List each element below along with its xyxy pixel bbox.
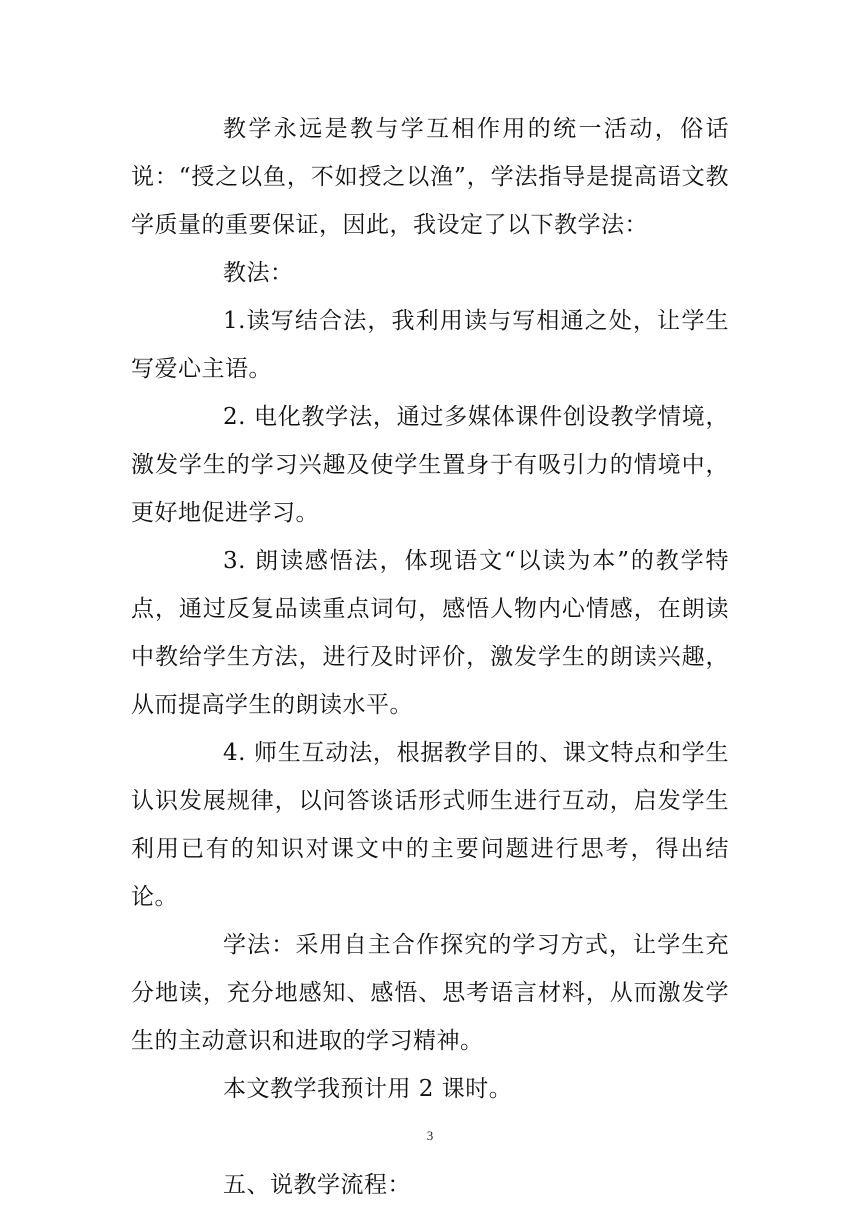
paragraph-method-2: 2. 电化教学法，通过多媒体课件创设教学情境，激发学生的学习兴趣及使学生置身于有吸引力的情境中，更好地促进学习。: [131, 404, 729, 526]
paragraph-learning-methods: 学法：采用自主合作探究的学习方式，让学生充分地读，充分地感知、感悟、思考语言材料，从而激发学生的主动意识和进取的学习精神。: [131, 932, 729, 1054]
paragraph-method-3: 3. 朗读感悟法，体现语文“以读为本”的教学特点，通过反复品读重点词句，感悟人物内心情感，在朗读中教给学生方法，进行及时评价，激发学生的朗读兴趣，从而提高学生的朗读水平。: [131, 548, 729, 718]
document-body: [131, 105, 729, 1209]
paragraph-class-hours: 本文教学我预计用 2 课时。: [223, 1076, 513, 1102]
page-number: 3: [426, 1128, 434, 1143]
paragraph-teaching-methods-heading: 教法：: [223, 260, 294, 286]
paragraph-intro: 教学永远是教与学互相作用的统一活动，俗话说：“授之以鱼，不如授之以渔”，学法指导是提高语文教学质量的重要保证，因此，我设定了以下教学法：: [131, 116, 729, 238]
paragraph-method-1: 1.读写结合法，我利用读与写相通之处，让学生写爱心主语。: [131, 308, 729, 382]
section-heading-teaching-process: 五、说教学流程：: [223, 1172, 411, 1198]
paragraph-method-4: 4. 师生互动法，根据教学目的、课文特点和学生认识发展规律，以问答谈话形式师生进行互动，启发学生利用已有的知识对课文中的主要问题进行思考，得出结论。: [131, 740, 729, 910]
